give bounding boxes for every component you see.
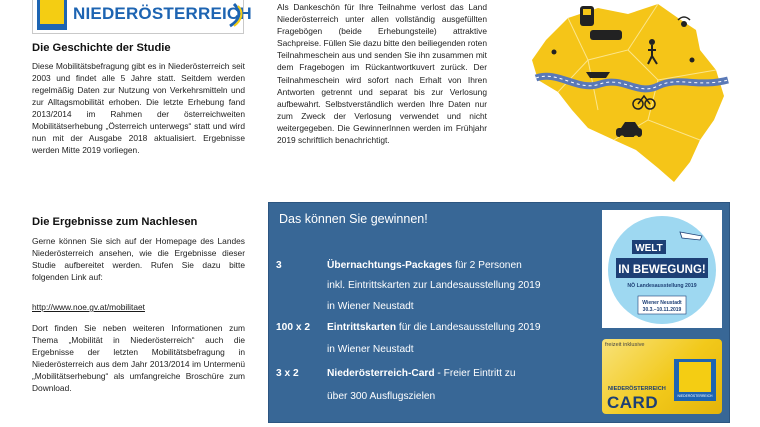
location-pin-icon bbox=[552, 50, 557, 55]
svg-text:NÖ Landesausstellung 2019: NÖ Landesausstellung 2019 bbox=[627, 283, 697, 289]
noe-logo-mark bbox=[37, 0, 67, 30]
card-tagline: freizeit inklusive bbox=[605, 342, 645, 348]
prize-title: Das können Sie gewinnen! bbox=[279, 212, 428, 226]
exhibition-badge-graphic bbox=[602, 210, 722, 328]
prize-desc: Niederösterreich-Card - Freier Eintritt zu bbox=[327, 368, 516, 379]
prize-box bbox=[268, 202, 730, 423]
card-region: NIEDERÖSTERREICH bbox=[608, 386, 666, 392]
history-text: Diese Mobilitätsbefragung gibt es in Niederösterreich seit 2003 und findet alle 5 Jahre statt. Seitdem werden regelmäßig Daten zur Nutzung von Verkehrsmitteln und zur Alltagsmobilität erhoben. Die letzte Erhebung fand 2013/2014 im Rahmen der österreichweiten Mobilitätserhebung „Österreich unterwegs“ statt und wird nun mit der Ausgabe 2018 aktualisiert. Ergebnisse werden Mitte 2019 vorliegen. bbox=[32, 61, 245, 156]
prize-desc-line: über 300 Ausflugszielen bbox=[327, 391, 436, 402]
results-heading: Die Ergebnisse zum Nachlesen bbox=[32, 216, 198, 228]
noe-logo bbox=[32, 0, 252, 34]
lower-austria-map-illustration bbox=[528, 0, 733, 186]
svg-text:IN BEWEGUNG!: IN BEWEGUNG! bbox=[618, 264, 706, 276]
logo-swoosh-icon bbox=[228, 2, 244, 28]
noe-card-image bbox=[602, 339, 722, 414]
train-icon bbox=[590, 30, 622, 40]
svg-text:WELT: WELT bbox=[635, 243, 663, 254]
card-label: CARD bbox=[607, 393, 659, 412]
pedestrian-icon bbox=[649, 39, 655, 45]
svg-text:30.3.–10.11.2019: 30.3.–10.11.2019 bbox=[642, 307, 682, 313]
card-logo: NIEDERÖSTERREICH bbox=[674, 359, 716, 401]
svg-text:Wiener Neustadt: Wiener Neustadt bbox=[642, 300, 682, 306]
prize-desc-line: in Wiener Neustadt bbox=[327, 301, 414, 312]
thanks-text: Als Dankeschön für Ihre Teilnahme verlost das Land Niederösterreich unter allen vollständig ausgefüllten Fragebögen (beide Erhebungsteile) attraktive Sachpreise. Füllen Sie dazu bitte den beiliegenden roten Teilnahmeschein aus und senden Sie ihn zusammen mit dem Fragebogen im Rückantwortkuvert zurück. Der Teilnahmeschein wird sofort nach Erhalt von Ihren Antworten getrennt und separat bis zur Verlosung aufbewahrt. Selbstverständlich werden Ihre Daten nur zum Zweck der Verlosung verwendet und nicht weitergegeben. Die GewinnerInnen werden im Frühjahr 2019 schriftlich benachrichtigt. bbox=[277, 2, 487, 146]
boat-icon bbox=[586, 72, 610, 78]
exhibition-badge bbox=[602, 210, 722, 328]
results-text: Gerne können Sie sich auf der Homepage des Landes Niederösterreich ansehen, wie die Ergebnisse dieser Studie aufbereitet werden. Rufen Sie dazu bitte folgenden Link auf: bbox=[32, 236, 245, 283]
prize-qty: 100 x 2 bbox=[276, 322, 310, 333]
prize-qty: 3 x 2 bbox=[276, 368, 299, 379]
prize-qty: 3 bbox=[276, 260, 282, 271]
prize-desc-line: inkl. Eintrittskarten zur Landesausstellung 2019 bbox=[327, 280, 541, 291]
car-icon bbox=[616, 128, 642, 137]
prize-desc: Übernachtungs-Packages für 2 Personen bbox=[327, 260, 522, 271]
wifi-icon bbox=[681, 21, 687, 27]
logo-text: NIEDERÖSTERREICH bbox=[73, 4, 252, 23]
prize-desc-line: in Wiener Neustadt bbox=[327, 344, 414, 355]
history-heading: Die Geschichte der Studie bbox=[32, 42, 171, 54]
prize-desc: Eintrittskarten für die Landesausstellung 2019 bbox=[327, 322, 541, 333]
results-link[interactable]: http://www.noe.gv.at/mobilitaet bbox=[32, 302, 145, 312]
location-pin-icon-2 bbox=[690, 58, 695, 63]
results-text-2: Dort finden Sie neben weiteren Informationen zum Thema „Mobilität in Niederösterreich“ auch die Ergebnisse der letzten Mobilitätsbefragung in Niederösterreich aus dem Jahr 2013/2014 im Untermenü „Mobilitätserhebung“ als umfangreiche Broschüre zum Download. bbox=[32, 323, 245, 394]
map-shape bbox=[532, 4, 724, 182]
